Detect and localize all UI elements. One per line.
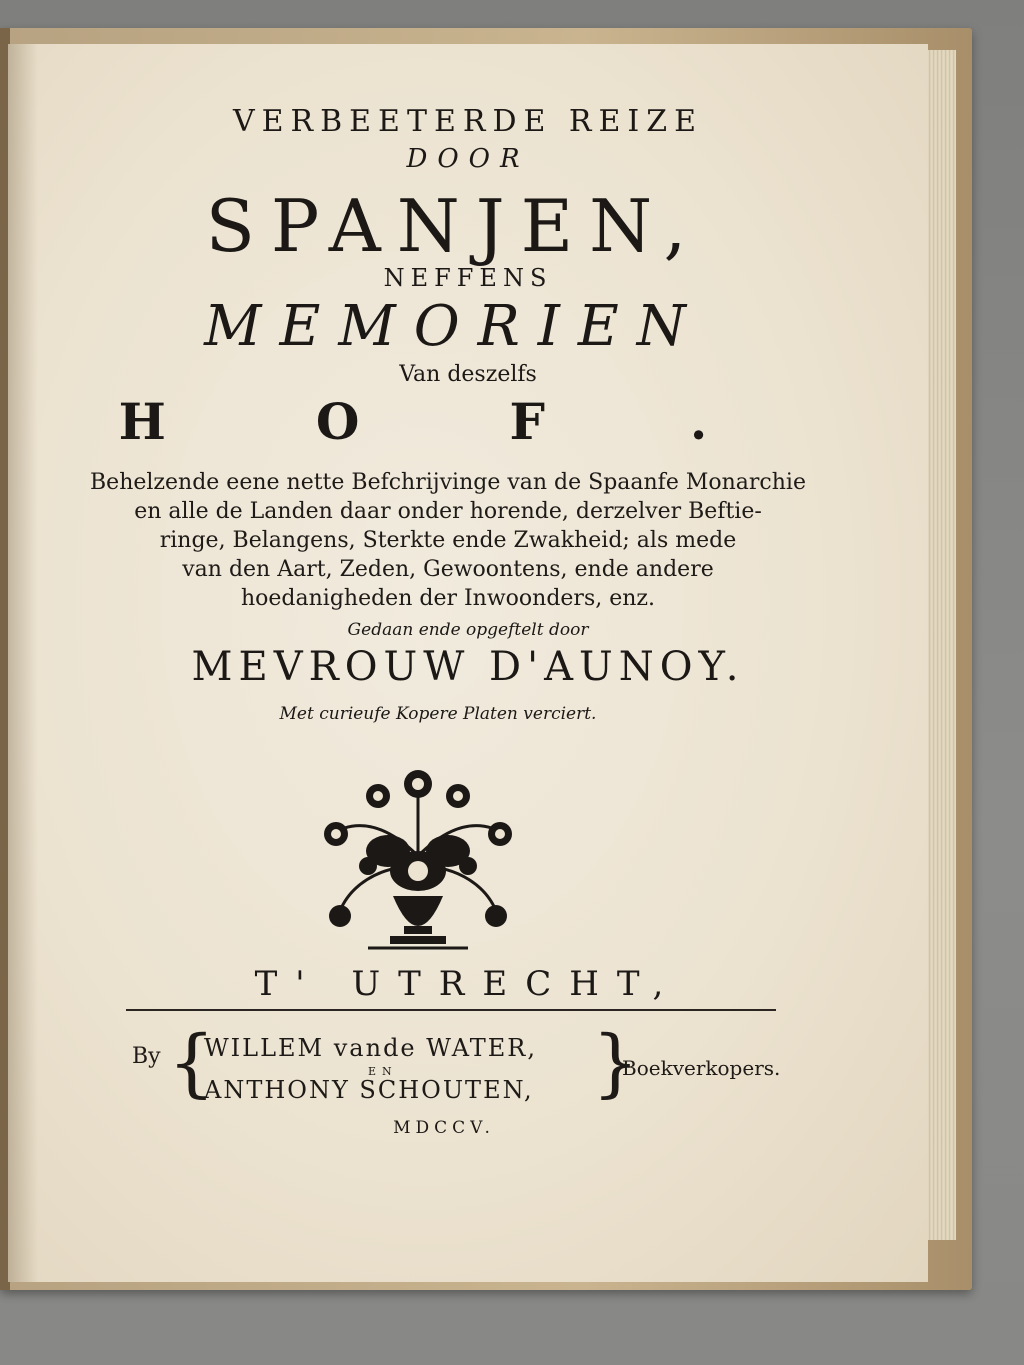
publication-year: MDCCV. (393, 1118, 495, 1138)
publisher-2: ANTHONY SCHOUTEN, (204, 1076, 534, 1104)
title-line-1: VERBEETERDE REIZE (232, 104, 704, 139)
description-line: ringe, Belangens, Sterkte ende Zwakheid; als mede (159, 528, 737, 553)
description-line: Behelzende eene nette Befchrijvinge van de Spaanfe Monarchie (90, 470, 806, 495)
description-block (88, 468, 808, 613)
flower-vase-woodcut-icon (308, 756, 528, 956)
title-line-4: NEFFENS (383, 264, 553, 292)
imprint-by: By (132, 1044, 161, 1069)
title-main: SPANJEN, (205, 184, 703, 268)
title-line-5: MEMORIEN (204, 294, 704, 359)
description-line: en alle de Landen daar onder horende, derzelver Beftie- (134, 499, 762, 524)
imprint-place: T' UTRECHT, (254, 964, 682, 1004)
publisher-conjunction: EN (368, 1065, 398, 1078)
author-name: MEVROUW D'AUNOY. (191, 644, 745, 690)
description-line: van den Aart, Zeden, Gewoontens, ende andere (182, 557, 714, 582)
right-brace-icon: } (592, 1020, 640, 1106)
plates-note: Met curieufe Kopere Platen verciert. (279, 704, 597, 724)
title-line-2: DOOR (406, 144, 530, 174)
left-brace-icon: { (168, 1020, 216, 1106)
imprint-rule (126, 1009, 776, 1011)
title-page (8, 44, 928, 1282)
publisher-role: Boekverkopers. (622, 1056, 781, 1080)
title-line-7: HOF. (118, 392, 858, 451)
title-line-6: Van deszelfs (399, 362, 537, 387)
publisher-1: WILLEM vande WATER, (204, 1034, 537, 1062)
description-line: hoedanigheden der Inwoonders, enz. (240, 586, 655, 611)
done-by-line: Gedaan ende opgeftelt door (347, 620, 589, 640)
